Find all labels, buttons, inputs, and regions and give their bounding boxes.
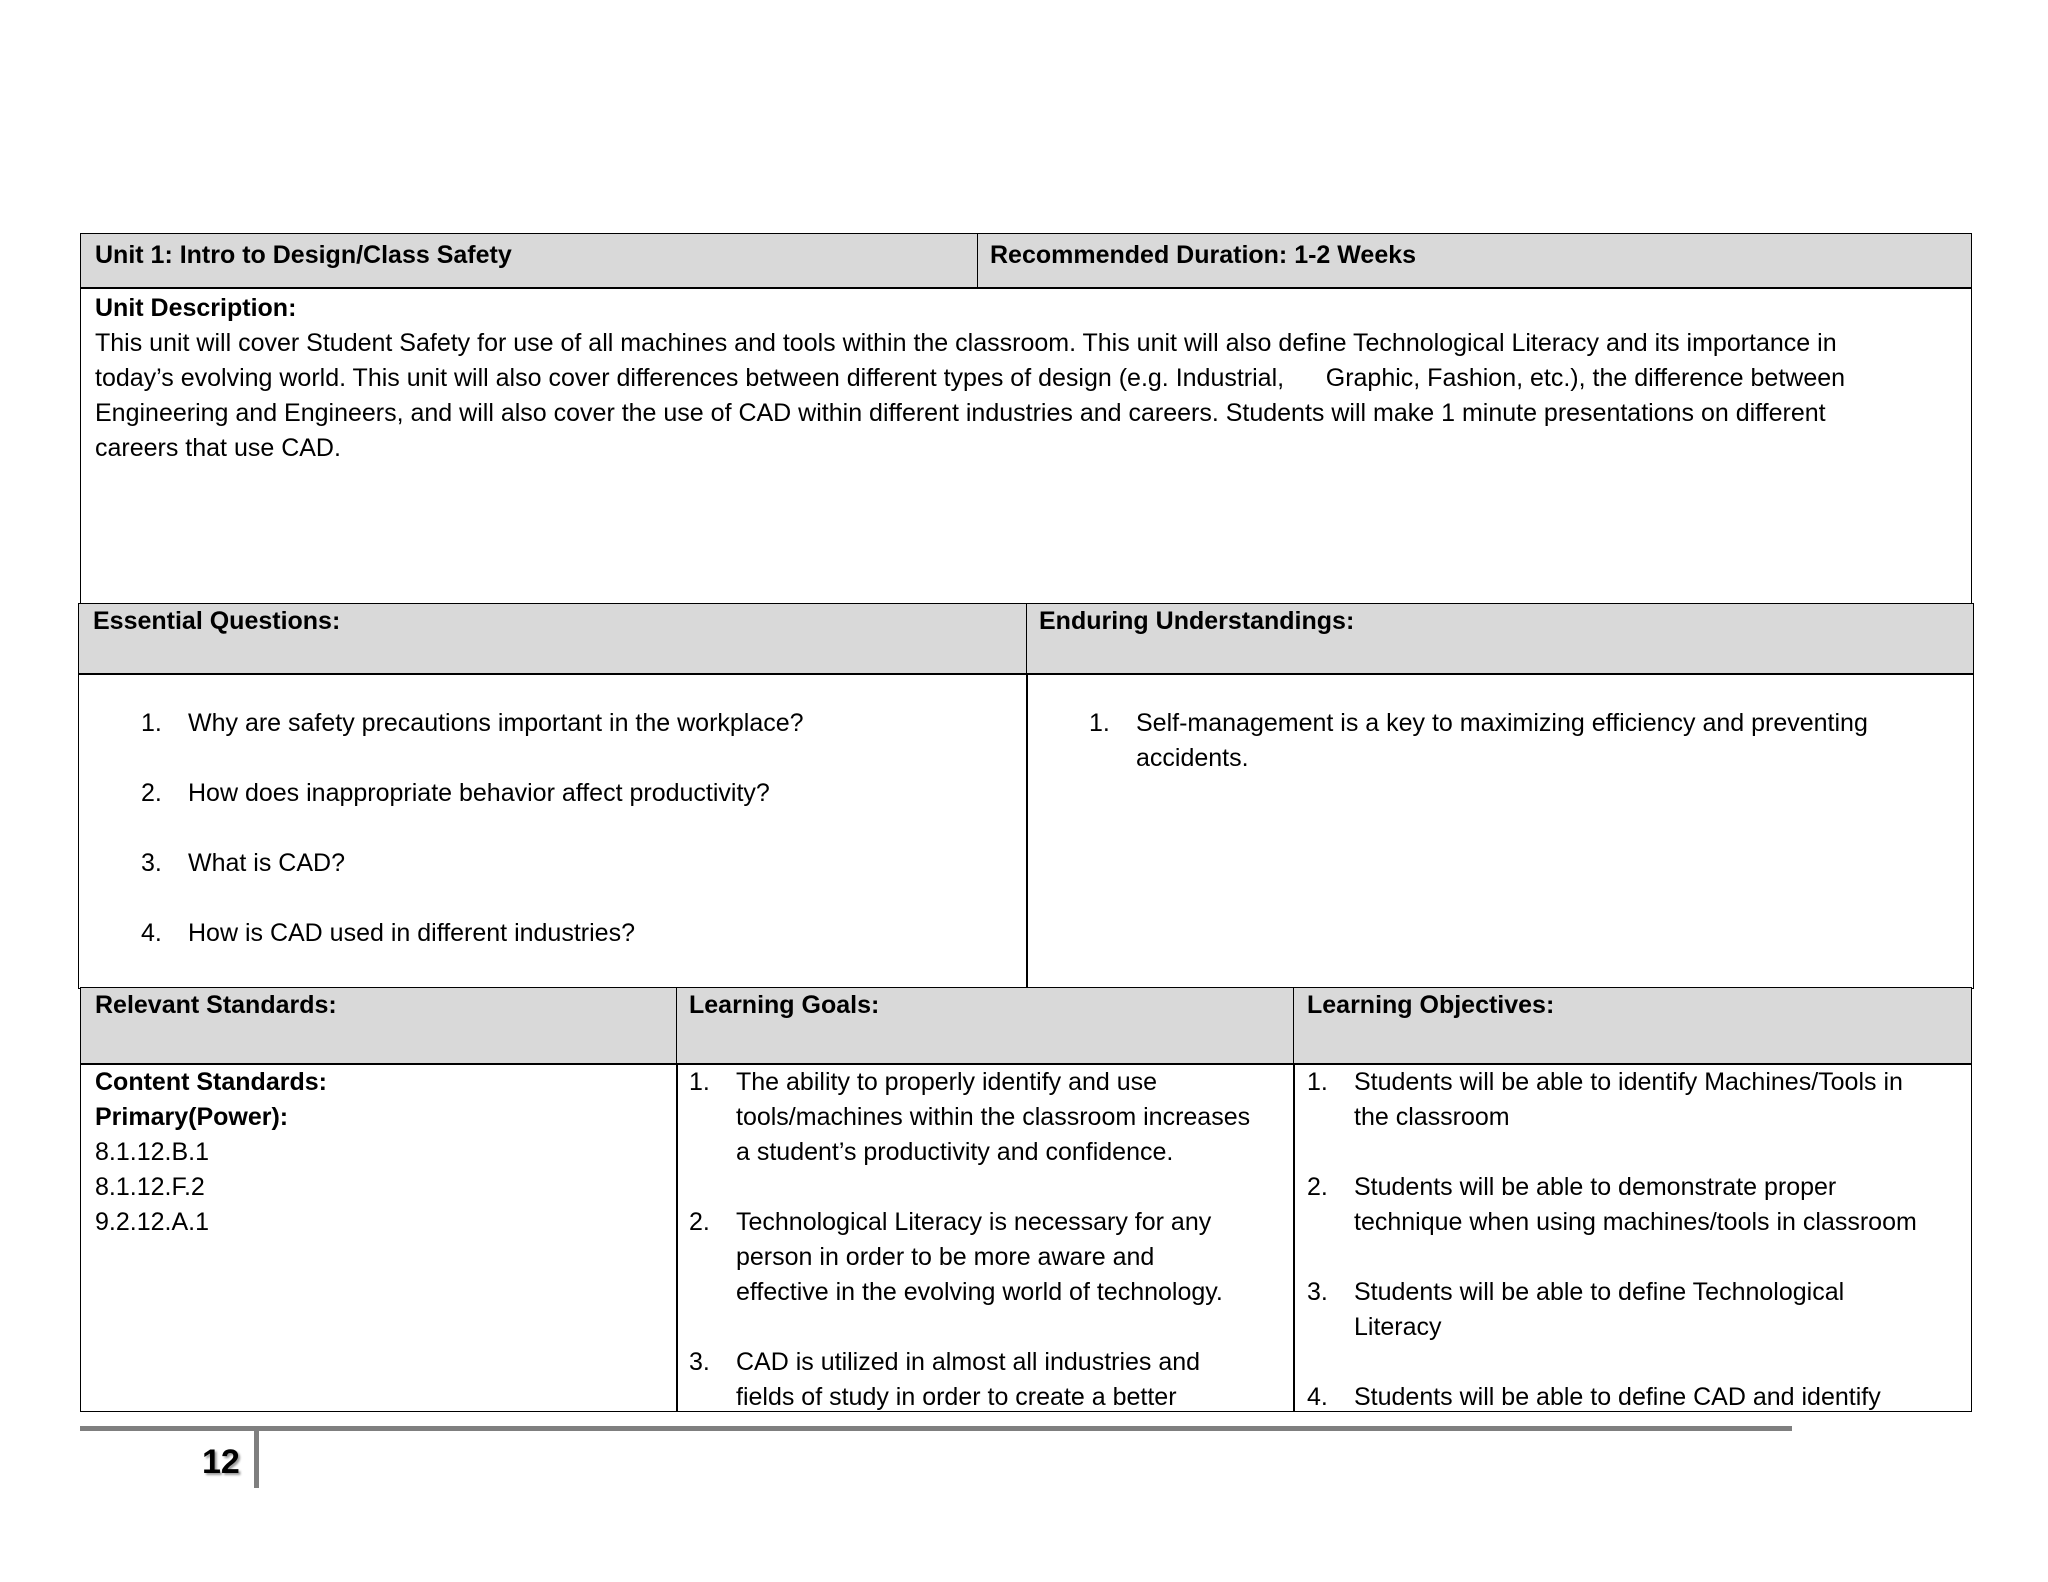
learning-objectives-header — [1293, 987, 1972, 1065]
learning-objectives-label: Learning Objectives: — [1307, 991, 1555, 1019]
list-text-line: fields of study in order to create a better — [736, 1383, 1177, 1411]
learning-goals-body — [676, 1063, 1295, 1412]
list-number: 3. — [1307, 1278, 1328, 1306]
enduring-understandings-label: Enduring Understandings: — [1039, 607, 1355, 635]
list-text: Why are safety precautions important in the workplace? — [188, 709, 804, 737]
relevant-standards-label: Relevant Standards: — [95, 991, 337, 1019]
list-text-line: Students will be able to define Technological — [1354, 1278, 1845, 1306]
list-number: 1. — [1307, 1068, 1328, 1096]
page-number: 12 — [202, 1443, 240, 1481]
list-text-line: the classroom — [1354, 1103, 1510, 1131]
list-text-line: technique when using machines/tools in classroom — [1354, 1208, 1917, 1236]
unit-description-label: Unit Description: — [95, 294, 297, 322]
unit-title: Unit 1: Intro to Design/Class Safety — [95, 241, 512, 269]
list-text-line: The ability to properly identify and use — [736, 1068, 1158, 1096]
unit-description-line: careers that use CAD. — [95, 434, 341, 462]
list-text-line: Literacy — [1354, 1313, 1442, 1341]
list-number: 4. — [1307, 1383, 1328, 1411]
unit-description-line: This unit will cover Student Safety for use of all machines and tools within the classroom. This unit will also define Technological Literacy and its importance in — [95, 329, 1837, 357]
unit-description-line: today’s evolving world. This unit will also cover differences between different types of design (e.g. Industrial, Graphic, Fashion, etc.), the difference between — [95, 364, 1846, 392]
list-text-line: Students will be able to demonstrate proper — [1354, 1173, 1837, 1201]
standard-code: 8.1.12.B.1 — [95, 1138, 209, 1166]
recommended-duration: Recommended Duration: 1-2 Weeks — [990, 241, 1417, 269]
list-text-line: Self-management is a key to maximizing efficiency and preventing — [1136, 709, 1868, 737]
list-number: 3. — [689, 1348, 710, 1376]
list-text-line: Students will be able to define CAD and identify — [1354, 1383, 1881, 1411]
enduring-understandings-body — [1026, 673, 1974, 989]
content-standards-label: Content Standards: — [95, 1068, 327, 1096]
enduring-understandings-header — [1026, 603, 1974, 675]
list-text: How is CAD used in different industries? — [188, 919, 635, 947]
list-text-line: Technological Literacy is necessary for any — [736, 1208, 1212, 1236]
list-text: What is CAD? — [188, 849, 345, 877]
list-text-line: effective in the evolving world of technology. — [736, 1278, 1223, 1306]
footer-rule — [80, 1426, 1792, 1431]
list-number: 1. — [1089, 709, 1110, 737]
list-text-line: a student’s productivity and confidence. — [736, 1138, 1174, 1166]
list-text-line: tools/machines within the classroom increases — [736, 1103, 1251, 1131]
primary-power-label: Primary(Power): — [95, 1103, 289, 1131]
list-number: 2. — [141, 779, 162, 807]
unit-title-cell — [80, 233, 979, 289]
list-number: 1. — [141, 709, 162, 737]
standard-code: 8.1.12.F.2 — [95, 1173, 205, 1201]
list-text-line: accidents. — [1136, 744, 1249, 772]
unit-description-line: Engineering and Engineers, and will also cover the use of CAD within different industries and careers. Students will make 1 minute presentations on different — [95, 399, 1826, 427]
duration-cell — [977, 233, 1972, 289]
relevant-standards-header — [80, 987, 678, 1065]
list-text-line: Students will be able to identify Machines/Tools in — [1354, 1068, 1903, 1096]
list-number: 1. — [689, 1068, 710, 1096]
list-number: 4. — [141, 919, 162, 947]
relevant-standards-body — [80, 1063, 678, 1412]
list-text-line: person in order to be more aware and — [736, 1243, 1155, 1271]
learning-goals-header — [676, 987, 1295, 1065]
list-number: 2. — [1307, 1173, 1328, 1201]
essential-questions-header — [78, 603, 1028, 675]
essential-questions-body — [78, 673, 1028, 989]
unit-description-cell — [80, 287, 1972, 605]
page-number-divider — [254, 1428, 259, 1488]
essential-questions-label: Essential Questions: — [93, 607, 341, 635]
list-text: How does inappropriate behavior affect productivity? — [188, 779, 770, 807]
list-number: 3. — [141, 849, 162, 877]
list-text-line: CAD is utilized in almost all industries and — [736, 1348, 1201, 1376]
standard-code: 9.2.12.A.1 — [95, 1208, 209, 1236]
list-number: 2. — [689, 1208, 710, 1236]
learning-goals-label: Learning Goals: — [689, 991, 880, 1019]
learning-objectives-body — [1293, 1063, 1972, 1412]
